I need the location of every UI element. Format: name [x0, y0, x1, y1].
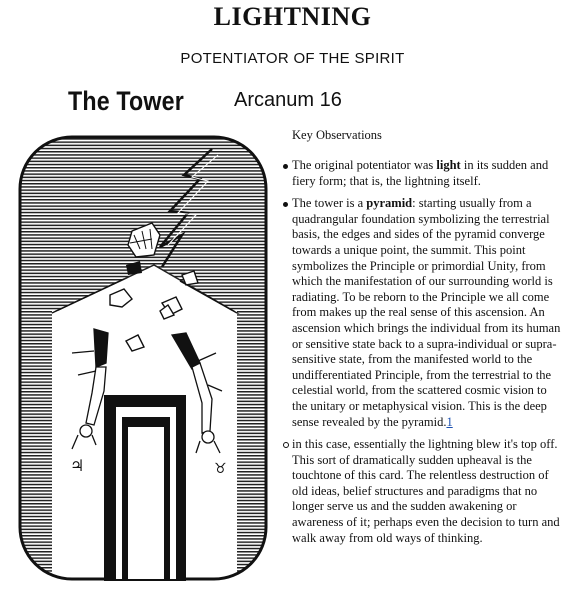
list-item: in this case, essentially the lightning blew it's top off. This sort of dramatically sudden upheaval is the touchtone of this card. The relentless destruction of old ideas, belief structures and paradigms that no longer serve us and the sudden awakening or awareness of it; perhaps even the decision to turn and walk away from old ways of thinking. — [292, 437, 562, 546]
tower-card-illustration — [12, 135, 274, 583]
taurus-glyph: ♉ — [214, 461, 227, 477]
key-observations-heading: Key Observations — [292, 128, 382, 142]
card-name: The Tower — [68, 86, 184, 116]
tower-doorway — [104, 395, 186, 581]
footnote-link[interactable]: 1 — [446, 414, 453, 429]
list-item: The tower is a pyramid: starting usually from a quadrangular foundation symbolizing the terrestrial basis, the edges and sides of the pyramid converge towards a unique point, the summit. This point symbolizes the Principle or primordial Unity, from which the manifestation of our surrounding world is radiating. To be reborn to the Principle we all come from makes up the real sense of this ascension. An ascension which brings the individual from its human or sensitive state back to a supra-individual or supra-sensitive state, from the manifested world to the undifferentiated Principle, from the terrestrial to the celestial world, from the scattered cosmic vision to the unitary or metaphysical vision. This is the deep sense revealed by the pyramid.1 — [292, 196, 561, 429]
page-title: LIGHTNING — [213, 2, 372, 31]
emphasis-light: light — [436, 158, 461, 172]
observations-list — [292, 158, 562, 553]
page-subtitle: POTENTIATOR OF THE SPIRIT — [180, 50, 405, 67]
jupiter-glyph: ♃ — [70, 456, 85, 475]
list-item: The original potentiator was light in its sudden and fiery form; that is, the lightning itself. — [292, 158, 562, 189]
arcanum-number: Arcanum 16 — [234, 89, 342, 111]
emphasis-pyramid: pyramid — [366, 196, 413, 211]
